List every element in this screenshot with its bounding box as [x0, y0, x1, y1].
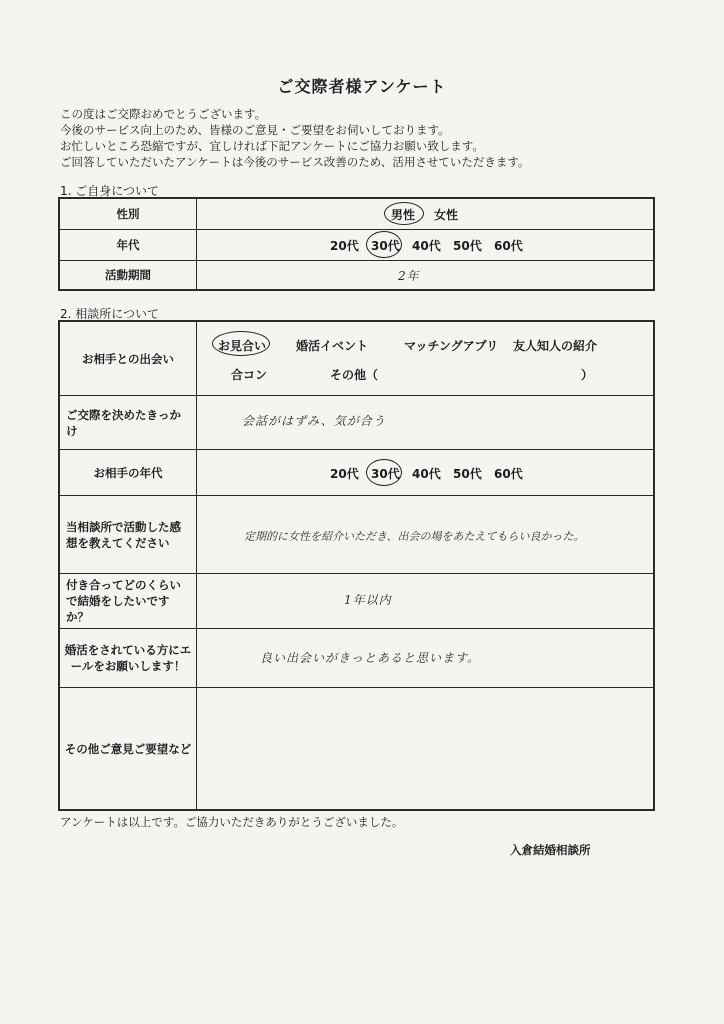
age-option[interactable]: 60代 [494, 239, 523, 253]
intro-line: 今後のサービス向上のため、皆様のご意見・ご要望をお伺いしております。 [60, 123, 450, 137]
age-label: 年代 [60, 230, 197, 260]
impression-answer[interactable]: 定期的に女性を紹介いただき、出会の場をあたえてもらい良かった。 [244, 530, 585, 543]
section1-table [58, 197, 655, 291]
gender-row [60, 199, 653, 230]
section2-table [58, 320, 655, 811]
meeting-option[interactable]: 合コン [231, 368, 268, 382]
meeting-option[interactable]: 友人知人の紹介 [513, 339, 598, 353]
gender-option-male[interactable]: 男性 [391, 208, 416, 222]
age-option[interactable]: 20代 [330, 239, 359, 253]
selection-circle [366, 459, 402, 486]
period-answer[interactable]: 2年 [398, 269, 420, 283]
other-label: その他ご意見ご要望など [60, 688, 197, 809]
partner-age-option[interactable]: 60代 [494, 467, 523, 481]
other-row [60, 688, 653, 809]
meeting-row [60, 322, 653, 396]
age-option[interactable]: 40代 [412, 239, 441, 253]
intro-line: この度はご交際おめでとうございます。 [60, 107, 267, 121]
gender-option-female[interactable]: 女性 [434, 208, 459, 222]
cheer-row [60, 629, 653, 688]
age-option[interactable]: 50代 [453, 239, 482, 253]
selection-circle [212, 331, 270, 356]
selection-circle [384, 202, 424, 225]
meeting-option[interactable]: マッチングアプリ [404, 339, 499, 353]
reason-label: ご交際を決めたきっかけ [60, 396, 197, 449]
closing-text: アンケートは以上です。ご協力いただきありがとうございました。 [60, 815, 404, 829]
intro-text [60, 106, 529, 170]
organization-name: 入倉結婚相談所 [510, 843, 591, 857]
age-option[interactable]: 30代 [371, 239, 400, 253]
period-row [60, 261, 653, 289]
gender-label: 性別 [60, 199, 197, 229]
marriage-row [60, 574, 653, 629]
intro-line: お忙しいところ恐縮ですが、宜しければ下記アンケートにご協力お願い致します。 [60, 139, 484, 153]
meeting-option-other[interactable]: その他（ [330, 368, 379, 382]
meeting-option[interactable]: お見合い [218, 339, 267, 353]
partner-age-option[interactable]: 40代 [412, 467, 441, 481]
impression-label: 当相談所で活動した感想を教えてください [60, 496, 197, 573]
marriage-label: 付き合ってどのくらいで結婚をしたいですか？ [60, 574, 197, 628]
impression-row [60, 496, 653, 574]
age-row [60, 230, 653, 261]
meeting-option[interactable]: 婚活イベント [296, 339, 369, 353]
marriage-answer[interactable]: 1年以内 [344, 593, 392, 607]
meeting-other-close: ） [581, 368, 594, 382]
reason-row [60, 396, 653, 450]
section2-heading: 2. 相談所について [60, 307, 160, 321]
partner-age-label: お相手の年代 [60, 450, 197, 495]
reason-answer[interactable]: 会話がはずみ、気が合う [242, 414, 386, 428]
section1-heading: 1. ご自身について [60, 184, 160, 198]
period-label: 活動期間 [60, 261, 197, 289]
cheer-label: 婚活をされている方にエールをお願いします！ [60, 629, 197, 687]
partner-age-option[interactable]: 30代 [371, 467, 400, 481]
intro-line: ご回答していただいたアンケートは今後のサービス改善のため、活用させていただきます。 [60, 155, 530, 169]
cheer-answer[interactable]: 良い出会いがきっとあると思います。 [260, 651, 481, 665]
page-title: ご交際者様アンケート [277, 77, 447, 96]
partner-age-option[interactable]: 50代 [453, 467, 482, 481]
selection-circle [366, 231, 402, 258]
partner-age-option[interactable]: 20代 [330, 467, 359, 481]
meeting-label: お相手との出会い [60, 322, 197, 395]
partner-age-row [60, 450, 653, 496]
